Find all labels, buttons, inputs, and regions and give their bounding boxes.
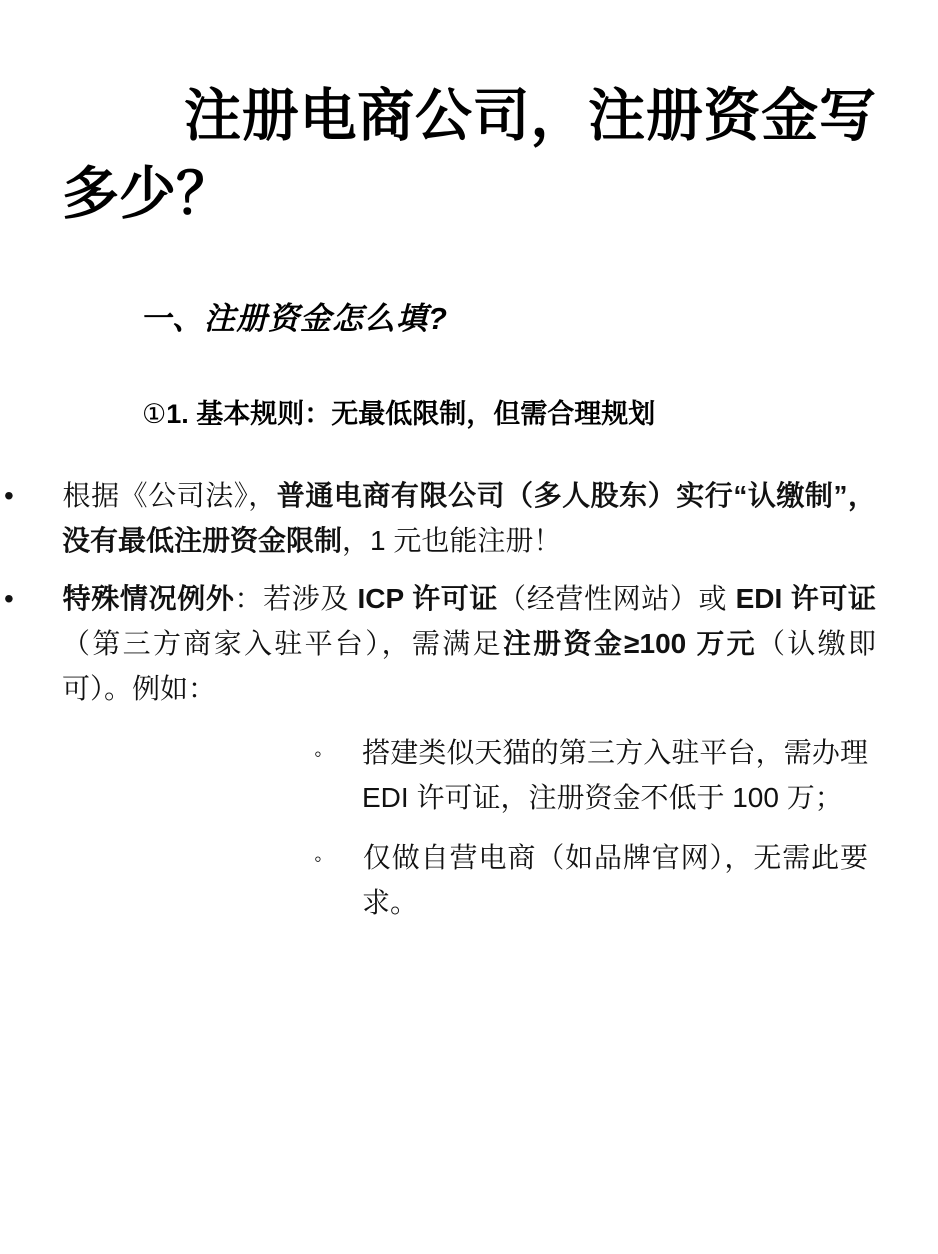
bullet-text-plain-3: （第三方商家入驻平台），需满足 <box>62 628 503 660</box>
list-item <box>4 576 877 926</box>
bullet-dot-icon: • <box>4 582 14 614</box>
nested-list-item <box>314 730 868 821</box>
hollow-bullet-icon: ◦ <box>314 741 322 767</box>
bullet-text-bold-1: 普通电商有限公司（多人股东）实行“认缴制”，没有最低注册资金限制 <box>62 480 876 557</box>
nested-bullet-text: 搭建类似天猫的第三方入驻平台，需办理 EDI 许可证，注册资金不低于 100 万； <box>362 736 868 814</box>
bullet-text-bold-2: ICP 许可证 <box>357 582 499 614</box>
page-title: 注册电商公司，注册资金写多少？ <box>62 84 876 226</box>
bullet-text-bold-1: 特殊情况例外 <box>62 582 235 614</box>
bullet-dot-icon: • <box>4 480 14 512</box>
bullet-text-plain-4: （认缴即可）。例如： <box>62 628 876 705</box>
bullet-text-bold-4: 注册资金≥100 万元 <box>502 628 757 660</box>
section-heading: 一、注册资金怎么填? <box>140 301 448 337</box>
nested-bullet-list <box>62 730 876 925</box>
sub-heading <box>62 392 876 431</box>
sub-heading-text: 1. 基本规则：无最低限制，但需合理规划 <box>166 399 656 430</box>
bullet-text-bold-3: EDI 许可证 <box>735 582 877 614</box>
nested-list-item <box>314 835 868 926</box>
bullet-text-plain-1: ：若涉及 <box>234 582 358 614</box>
hollow-bullet-icon: ◦ <box>314 846 322 872</box>
bullet-text-plain-2: （经营性网站）或 <box>498 582 736 614</box>
list-item <box>4 473 876 564</box>
circled-number-icon: ① <box>142 399 167 430</box>
bullet-list <box>4 473 877 925</box>
nested-bullet-text: 仅做自营电商（如品牌官网），无需此要求。 <box>362 841 868 918</box>
bullet-text-plain-1: 根据《公司法》， <box>62 480 277 512</box>
bullet-text-plain-2: ，1 元也能注册！ <box>342 525 562 557</box>
